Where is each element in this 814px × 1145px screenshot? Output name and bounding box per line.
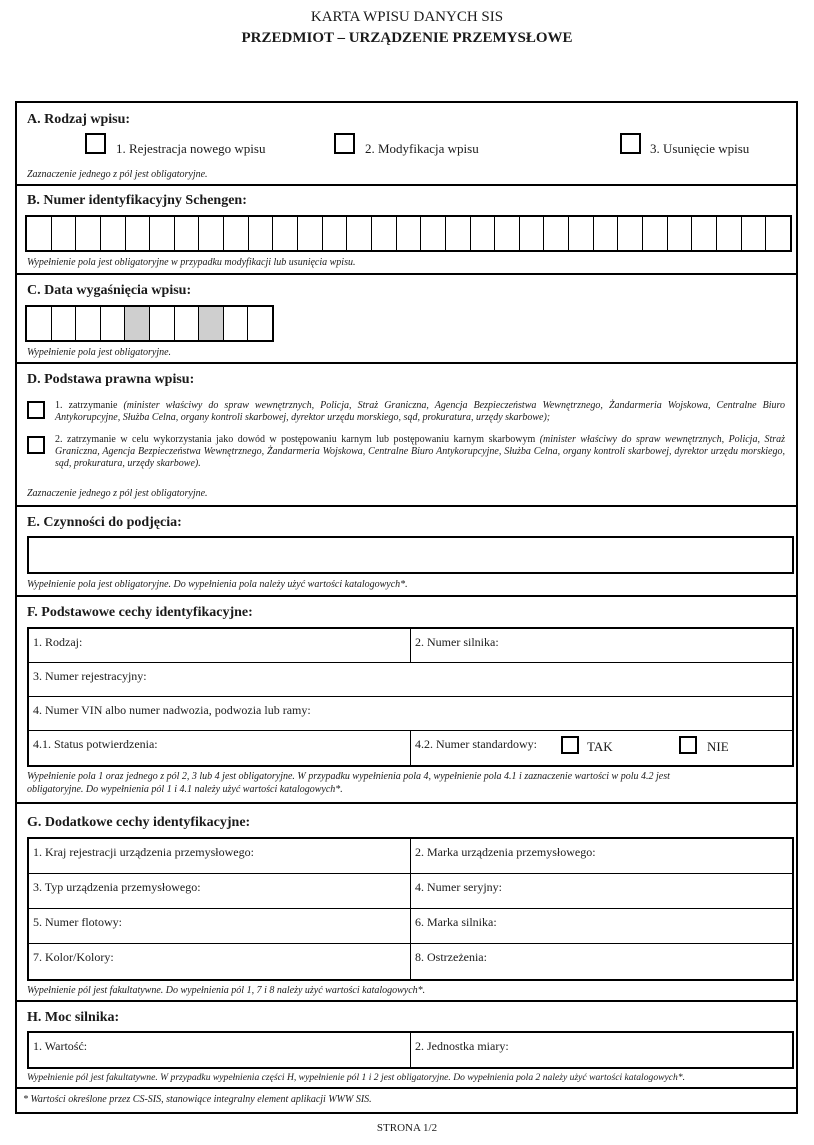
schengen-id-input[interactable] xyxy=(25,215,792,252)
expiry-date-cell[interactable] xyxy=(224,307,249,340)
engine-make-field[interactable] xyxy=(411,909,792,943)
engine-make-label: 6. Marka silnika: xyxy=(415,915,497,929)
section-g-title: G. Dodatkowe cechy identyfikacyjne: xyxy=(27,815,251,830)
color-label: 7. Kolor/Kolory: xyxy=(33,950,114,964)
equipment-make-field[interactable] xyxy=(411,839,792,873)
warnings-label: 8. Ostrzeżenia: xyxy=(415,950,487,964)
footnote-section xyxy=(17,1089,796,1113)
section-e-title: E. Czynności do podjęcia: xyxy=(27,515,182,530)
engine-number-label: 2. Numer silnika: xyxy=(415,635,499,649)
section-a-title: A. Rodzaj wpisu: xyxy=(27,112,131,127)
schengen-id-cell[interactable] xyxy=(224,217,249,250)
section-d-title: D. Podstawa prawna wpisu: xyxy=(27,372,195,387)
schengen-id-cell[interactable] xyxy=(766,217,790,250)
section-e-note: Wypełnienie pola jest obligatoryjne. Do wypełnienia pola należy użyć wartości katalogowych*. xyxy=(27,579,408,590)
section-d-note: Zaznaczenie jednego z pól jest obligatoryjne. xyxy=(27,488,208,499)
schengen-id-cell[interactable] xyxy=(175,217,200,250)
expiry-date-cell[interactable] xyxy=(248,307,272,340)
section-b-note: Wypełnienie pola jest obligatoryjne w przypadku modyfikacji lub usunięcia wpisu. xyxy=(27,257,356,268)
power-value-field[interactable] xyxy=(29,1033,411,1067)
schengen-id-cell[interactable] xyxy=(101,217,126,250)
engine-power-grid xyxy=(27,1031,794,1069)
schengen-id-cell[interactable] xyxy=(692,217,717,250)
registration-country-label: 1. Kraj rejestracji urządzenia przemysłowego: xyxy=(33,845,254,859)
expiry-date-cell[interactable] xyxy=(175,307,200,340)
section-f xyxy=(17,597,796,804)
schengen-id-cell[interactable] xyxy=(52,217,77,250)
schengen-id-cell[interactable] xyxy=(347,217,372,250)
option-modify-label: 2. Modyfikacja wpisu xyxy=(365,141,479,156)
schengen-id-cell[interactable] xyxy=(150,217,175,250)
section-b-title: B. Numer identyfikacyjny Schengen: xyxy=(27,193,247,208)
fleet-number-label: 5. Numer flotowy: xyxy=(33,915,122,929)
schengen-id-cell[interactable] xyxy=(495,217,520,250)
section-f-note-line1: Wypełnienie pola 1 oraz jednego z pól 2, 3 lub 4 jest obligatoryjne. W przypadku wypełnienia pola 4, wypełnienie pola 4.1 i zaznaczenie wartości w polu 4.2 jest xyxy=(27,771,670,782)
section-a xyxy=(17,103,796,186)
expiry-date-cell[interactable] xyxy=(199,307,224,340)
confirmation-status-label: 4.1. Status potwierdzenia: xyxy=(33,737,158,751)
schengen-id-cell[interactable] xyxy=(446,217,471,250)
schengen-id-cell[interactable] xyxy=(421,217,446,250)
warnings-field[interactable] xyxy=(411,944,792,979)
registration-country-field[interactable] xyxy=(29,839,411,873)
section-b xyxy=(17,186,796,275)
section-h-note: Wypełnienie pól jest fakultatywne. W przypadku wypełnienia części H, wypełnienie pól 1 i 2 jest obligatoryjne. Do wypełnienia pola 2 należy użyć wartości katalogowych*. xyxy=(27,1072,686,1083)
expiry-date-cell[interactable] xyxy=(52,307,77,340)
option-delete-label: 3. Usunięcie wpisu xyxy=(650,141,750,156)
schengen-id-cell[interactable] xyxy=(471,217,496,250)
schengen-id-cell[interactable] xyxy=(76,217,101,250)
schengen-id-cell[interactable] xyxy=(126,217,151,250)
schengen-id-cell[interactable] xyxy=(742,217,767,250)
schengen-id-cell[interactable] xyxy=(594,217,619,250)
legal-basis-2-authorities: (minister właściwy do spraw wewnętrznych, Policja, Straż Graniczna, Agencja Bezpieczeństwa Wewnętrznego, Żandarmeria Wojskowa, Centralne Biuro Antykorupcyjne, Służba Celna, organy kontroli skarbowej, dyrektor urzędu morskiego, sąd, prokuratura, urzędy skarbowe). xyxy=(55,434,785,469)
legal-basis-2-number: 2. xyxy=(55,434,63,445)
expiry-date-cell[interactable] xyxy=(125,307,150,340)
standard-number-label: 4.2. Numer standardowy: xyxy=(415,737,537,751)
standard-yes-checkbox[interactable] xyxy=(561,736,579,754)
schengen-id-cell[interactable] xyxy=(323,217,348,250)
expiry-date-cell[interactable] xyxy=(101,307,126,340)
standard-no-checkbox[interactable] xyxy=(679,736,697,754)
schengen-id-cell[interactable] xyxy=(668,217,693,250)
actions-input[interactable] xyxy=(27,536,794,574)
schengen-id-cell[interactable] xyxy=(618,217,643,250)
option-modify-checkbox[interactable] xyxy=(334,133,355,154)
legal-basis-1-authorities: (minister właściwy do spraw wewnętrznych, Policja, Straż Graniczna, Agencja Bezpieczeństwa Wewnętrznego, Żandarmeria Wojskowa, Centralne Biuro Antykorupcyjne, Służba Celna, organy kontroli skarbowej, dyrektor urzędu morskiego, sąd, prokuratura, urzędy skarbowe); xyxy=(55,400,785,423)
schengen-id-cell[interactable] xyxy=(569,217,594,250)
power-unit-label: 2. Jednostka miary: xyxy=(415,1039,509,1053)
equipment-type-field[interactable] xyxy=(29,874,411,908)
standard-number-field xyxy=(411,731,792,765)
legal-basis-2-checkbox[interactable] xyxy=(27,436,45,454)
vin-field[interactable] xyxy=(29,697,792,730)
serial-number-label: 4. Numer seryjny: xyxy=(415,880,502,894)
schengen-id-cell[interactable] xyxy=(199,217,224,250)
section-h xyxy=(17,1002,796,1089)
section-c xyxy=(17,275,796,364)
section-h-title: H. Moc silnika: xyxy=(27,1010,120,1025)
option-new-entry-label: 1. Rejestracja nowego wpisu xyxy=(116,141,266,156)
engine-number-field[interactable] xyxy=(411,629,792,662)
form-subtitle: PRZEDMIOT – URZĄDZENIE PRZEMYSŁOWE xyxy=(241,30,573,46)
expiry-date-input[interactable] xyxy=(25,305,274,342)
section-d xyxy=(17,364,796,507)
section-f-title: F. Podstawowe cechy identyfikacyjne: xyxy=(27,605,253,620)
vin-label: 4. Numer VIN albo numer nadwozia, podwozia lub ramy: xyxy=(33,703,311,717)
form-title: KARTA WPISU DANYCH SIS xyxy=(310,9,504,25)
legal-basis-1-label: zatrzymanie xyxy=(68,400,118,411)
schengen-id-cell[interactable] xyxy=(643,217,668,250)
schengen-id-cell[interactable] xyxy=(27,217,52,250)
schengen-id-cell[interactable] xyxy=(298,217,323,250)
power-value-label: 1. Wartość: xyxy=(33,1039,88,1053)
serial-number-field[interactable] xyxy=(411,874,792,908)
kind-field[interactable] xyxy=(29,629,411,662)
legal-basis-1-checkbox[interactable] xyxy=(27,401,45,419)
section-c-note: Wypełnienie pola jest obligatoryjne. xyxy=(27,347,172,358)
legal-basis-1-number: 1. xyxy=(55,400,63,411)
schengen-id-cell[interactable] xyxy=(717,217,742,250)
schengen-id-cell[interactable] xyxy=(273,217,298,250)
standard-yes-label: TAK xyxy=(587,739,613,754)
equipment-make-label: 2. Marka urządzenia przemysłowego: xyxy=(415,845,596,859)
schengen-id-cell[interactable] xyxy=(372,217,397,250)
schengen-id-cell[interactable] xyxy=(249,217,274,250)
schengen-id-cell[interactable] xyxy=(544,217,569,250)
power-unit-field[interactable] xyxy=(411,1033,792,1067)
schengen-id-cell[interactable] xyxy=(520,217,545,250)
confirmation-status-field[interactable] xyxy=(29,731,411,765)
section-e xyxy=(17,507,796,597)
legal-basis-2-label: zatrzymanie w celu wykorzystania jako dowód w postępowaniu karnym lub postępowaniu karnym skarbowym xyxy=(67,434,536,445)
section-g-note: Wypełnienie pól jest fakultatywne. Do wypełnienia pól 1, 7 i 8 należy użyć wartości katalogowych*. xyxy=(27,985,426,996)
section-g xyxy=(17,804,796,1002)
color-field[interactable] xyxy=(29,944,411,979)
registration-number-label: 3. Numer rejestracyjny: xyxy=(33,669,147,683)
legal-basis-2-text xyxy=(55,434,785,470)
additional-features-grid xyxy=(27,837,794,981)
kind-label: 1. Rodzaj: xyxy=(33,635,83,649)
expiry-date-cell[interactable] xyxy=(150,307,175,340)
section-c-title: C. Data wygaśnięcia wpisu: xyxy=(27,283,192,298)
option-delete-checkbox[interactable] xyxy=(620,133,641,154)
schengen-id-cell[interactable] xyxy=(397,217,422,250)
registration-number-field[interactable] xyxy=(29,663,792,696)
entry-form xyxy=(15,101,798,1114)
standard-no-label: NIE xyxy=(707,739,729,754)
expiry-date-cell[interactable] xyxy=(76,307,101,340)
equipment-type-label: 3. Typ urządzenia przemysłowego: xyxy=(33,880,201,894)
footnote: * Wartości określone przez CS-SIS, stanowiące integralny element aplikacji WWW SIS. xyxy=(23,1094,372,1105)
legal-basis-1-text xyxy=(55,400,785,424)
section-a-note: Zaznaczenie jednego z pól jest obligatoryjne. xyxy=(27,169,208,180)
page-number: STRONA 1/2 xyxy=(376,1122,438,1134)
section-f-note-line2: obligatoryjne. Do wypełnienia pól 1 i 4.1 należy użyć wartości katalogowych*. xyxy=(27,784,343,795)
basic-features-grid xyxy=(27,627,794,767)
fleet-number-field[interactable] xyxy=(29,909,411,943)
expiry-date-cell[interactable] xyxy=(27,307,52,340)
option-new-entry-checkbox[interactable] xyxy=(85,133,106,154)
